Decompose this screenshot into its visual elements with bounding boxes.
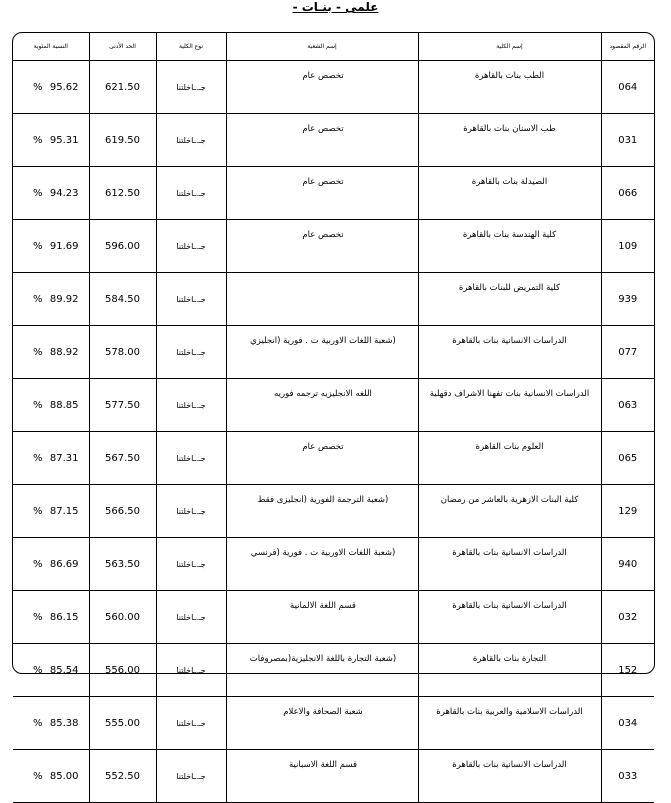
table-row [13,273,654,326]
percent-sign: % [33,558,43,570]
branch-cell [226,61,418,114]
college-type-cell: جـ.ـاخلتنا [156,114,226,167]
code-cell: 152 [601,644,654,697]
college-type-cell: جـ.ـاخلتنا [156,485,226,538]
min-grade-cell: 555.00 [89,697,156,750]
code-cell: 940 [601,538,654,591]
college-type-cell: جـ.ـاخلتنا [156,750,226,803]
branch-text: قسم اللغة الالمانية [290,601,356,611]
percent-cell [13,326,89,379]
branch-text: تخصص عام [302,442,344,452]
min-grade-cell: 577.50 [89,379,156,432]
min-grade-cell: 596.00 [89,220,156,273]
code-cell: 031 [601,114,654,167]
college-type-cell: جـ.ـاخلتنا [156,644,226,697]
college-type-cell: جـ.ـاخلتنا [156,273,226,326]
code-cell: 063 [601,379,654,432]
percent-cell [13,379,89,432]
percent-sign: % [33,293,43,305]
percent-value: 94.23 [49,187,79,199]
branch-cell [226,750,418,803]
min-grade-cell: 578.00 [89,326,156,379]
table-row [13,432,654,485]
college-cell: الدراسات الاسلامية والعربية بنات بالقاهرة [418,697,601,750]
table-row [13,167,654,220]
percent-cell [13,591,89,644]
percent-value: 91.69 [49,240,79,252]
college-cell: الصيدلة بنات بالقاهرة [418,167,601,220]
branch-text: (شعبة التجارة باللغة الانجليزية(بمصروفات [249,654,397,664]
branch-cell [226,697,418,750]
branch-text: اللغه الانجليزيه ترجمه فوريه [274,389,372,399]
min-grade-cell: 619.50 [89,114,156,167]
results-table [13,33,654,803]
table-header-row [13,33,654,61]
percent-sign: % [33,240,43,252]
min-grade-cell: 566.50 [89,485,156,538]
code-cell: 129 [601,485,654,538]
table-row [13,697,654,750]
percent-value: 85.38 [49,717,79,729]
header-college: إسم الكلية [418,33,601,61]
college-type-cell: جـ.ـاخلتنا [156,220,226,273]
code-cell: 065 [601,432,654,485]
percent-sign: % [33,134,43,146]
percent-sign: % [33,664,43,676]
branch-cell [226,220,418,273]
percent-sign: % [33,81,43,93]
college-cell: العلوم بنات القاهرة [418,432,601,485]
branch-text: تخصص عام [302,230,344,240]
percent-value: 88.85 [49,399,79,411]
college-cell: التجارة بنات بالقاهرة [418,644,601,697]
code-cell: 066 [601,167,654,220]
college-type-cell: جـ.ـاخلتنا [156,326,226,379]
college-type-cell: جـ.ـاخلتنا [156,591,226,644]
branch-cell [226,273,418,326]
table-row [13,220,654,273]
code-cell: 033 [601,750,654,803]
header-min-grade: الحد الأدنى [89,33,156,61]
percent-sign: % [33,505,43,517]
percent-cell [13,485,89,538]
branch-cell [226,326,418,379]
percent-value: 87.15 [49,505,79,517]
college-cell: الطب بنات بالقاهرة [418,61,601,114]
percent-sign: % [33,187,43,199]
code-cell: 109 [601,220,654,273]
branch-cell [226,167,418,220]
header-percent: النسبة المئوية [13,33,89,61]
min-grade-cell: 556.00 [89,644,156,697]
min-grade-cell: 612.50 [89,167,156,220]
percent-sign: % [33,717,43,729]
min-grade-cell: 560.00 [89,591,156,644]
college-cell: كلية التمريض للبنات بالقاهرة [418,273,601,326]
branch-cell [226,114,418,167]
percent-cell [13,220,89,273]
table-row [13,326,654,379]
branch-text: قسم اللغة الاسبانية [288,760,358,770]
header-branch: إسم الشعبة [226,33,418,61]
table-row [13,114,654,167]
college-type-cell: جـ.ـاخلتنا [156,167,226,220]
percent-sign: % [33,770,43,782]
code-cell: 077 [601,326,654,379]
code-cell: 034 [601,697,654,750]
percent-cell [13,538,89,591]
min-grade-cell: 567.50 [89,432,156,485]
college-type-cell: جـ.ـاخلتنا [156,432,226,485]
percent-cell [13,432,89,485]
percent-cell [13,697,89,750]
min-grade-cell: 584.50 [89,273,156,326]
college-cell: الدراسات الانسانية بنات بالقاهرة [418,750,601,803]
header-college-type: نوع الكلية [156,33,226,61]
code-cell: 064 [601,61,654,114]
branch-text: (شعبة الترجمة الفورية (انجليزى فقط [257,495,389,505]
branch-text: تخصص عام [302,71,344,81]
header-code: الرقم المقصود [601,33,654,61]
percent-cell [13,273,89,326]
branch-cell [226,432,418,485]
college-type-cell: جـ.ـاخلتنا [156,61,226,114]
percent-cell [13,644,89,697]
percent-value: 89.92 [49,293,79,305]
branch-text: (شعبة اللغات الاوربية ت . فورية (انجليزي [250,336,396,346]
min-grade-cell: 563.50 [89,538,156,591]
college-cell: كلية البنات الازهرية بالعاشر من رمضان [418,485,601,538]
min-grade-cell: 552.50 [89,750,156,803]
percent-value: 88.92 [49,346,79,358]
branch-cell [226,485,418,538]
table-row [13,61,654,114]
branch-cell [226,538,418,591]
table-row [13,591,654,644]
percent-value: 85.00 [49,770,79,782]
percent-value: 87.31 [49,452,79,464]
percent-sign: % [33,611,43,623]
percent-sign: % [33,399,43,411]
table-row [13,644,654,697]
min-grade-cell: 621.50 [89,61,156,114]
percent-cell [13,750,89,803]
branch-cell [226,379,418,432]
table-row [13,485,654,538]
percent-value: 86.15 [49,611,79,623]
percent-cell [13,114,89,167]
page-title: - علمى - بنـات [292,0,379,14]
college-type-cell: جـ.ـاخلتنا [156,538,226,591]
college-cell: كلية الهندسة بنات بالقاهرة [418,220,601,273]
college-cell: الدراسات الانسانية بنات بالقاهرة [418,326,601,379]
branch-cell [226,591,418,644]
percent-value: 95.31 [49,134,79,146]
results-table-frame [12,32,655,782]
code-cell: 032 [601,591,654,644]
percent-value: 85.54 [49,664,79,676]
code-cell: 939 [601,273,654,326]
table-row [13,379,654,432]
branch-text: شعبة الصحافة والاعلام [283,707,363,717]
percent-cell [13,167,89,220]
branch-cell [226,644,418,697]
college-cell: الدراسات الانسانية بنات بالقاهرة [418,591,601,644]
percent-sign: % [33,452,43,464]
branch-text: تخصص عام [302,124,344,134]
college-cell: الدراسات الانسانية بنات بالقاهرة [418,538,601,591]
percent-value: 86.69 [49,558,79,570]
table-row [13,750,654,803]
percent-value: 95.62 [49,81,79,93]
branch-text: تخصص عام [302,177,344,187]
percent-sign: % [33,346,43,358]
table-row [13,538,654,591]
percent-cell [13,61,89,114]
branch-text: (شعبة اللغات الاوربية ت . فورية (فرنسي [250,548,396,558]
college-type-cell: جـ.ـاخلتنا [156,697,226,750]
college-cell: الدراسات الانسانية بنات تفهنا الاشراف دقهلية [418,379,601,432]
college-cell: طب الاسنان بنات بالقاهرة [418,114,601,167]
college-type-cell: جـ.ـاخلتنا [156,379,226,432]
